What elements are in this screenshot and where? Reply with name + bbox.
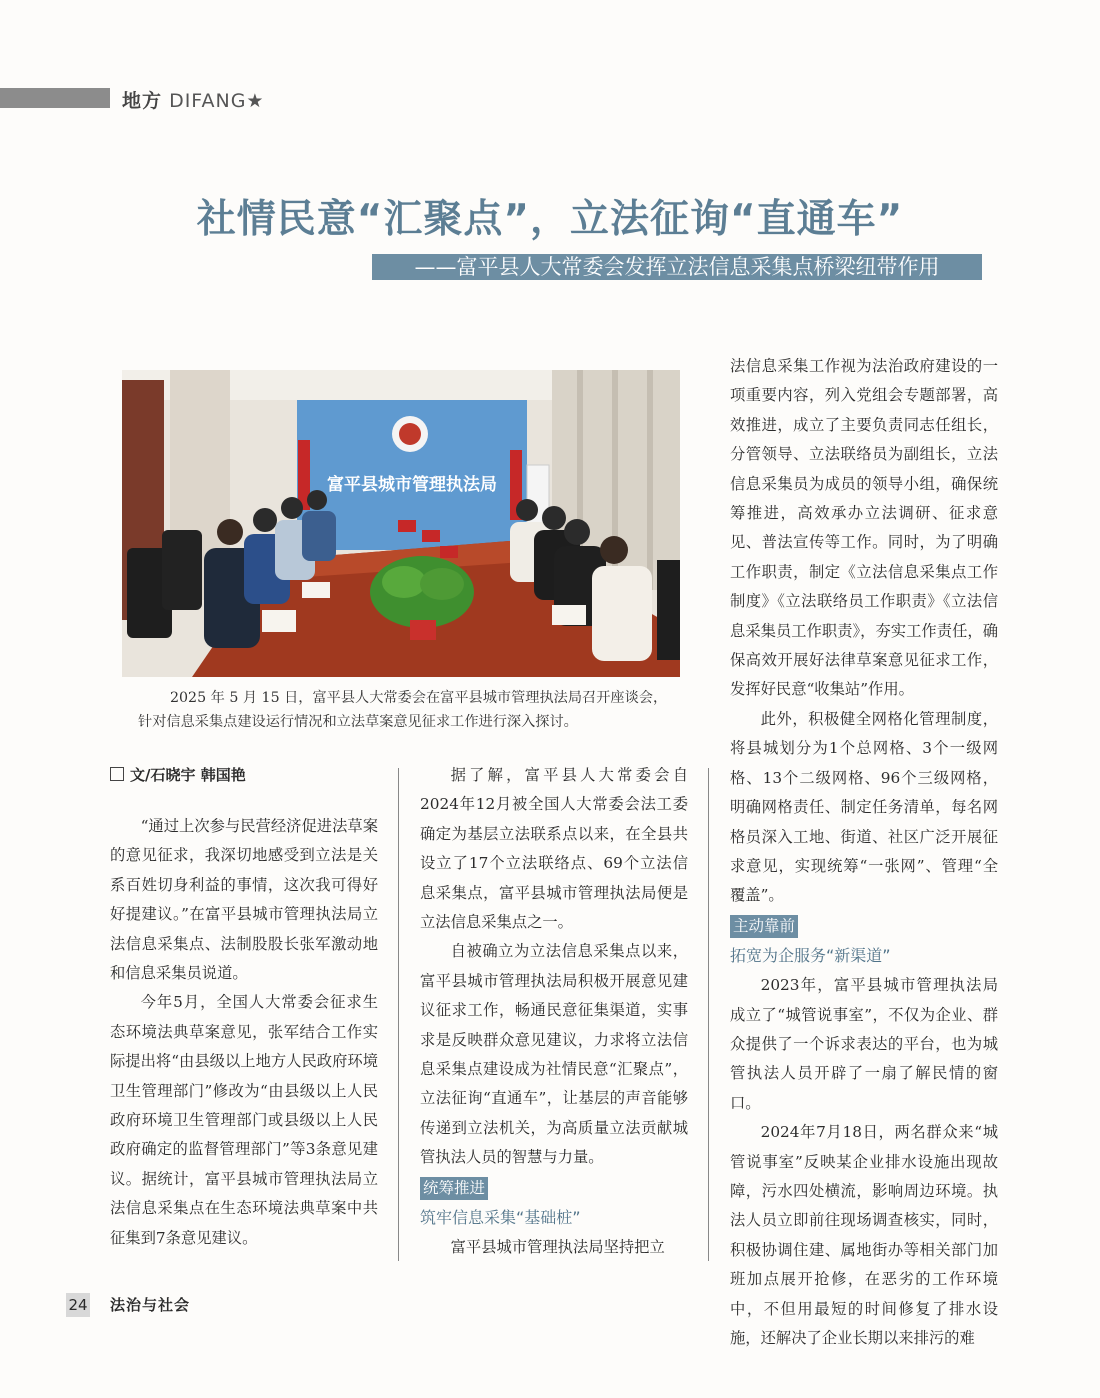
section-label-en: DIFANG★ [169,90,265,112]
col3-heading-primary: 主动靠前 [730,915,798,938]
col3-paragraph: 2023年，富平县城市管理执法局成立了“城管说事室”，不仅为企业、群众提供了一个诉求表达的平台，也为城管执法人员开辟了一扇了解民情的窗口。 [730,976,998,1112]
meeting-photo-illustration [122,370,680,677]
col3-paragraph: 此外，积极健全网格化管理制度，将县城划分为1个总网格、3个一级网格、13个二级网格、96个三级网格，明确网格责任、制定任务清单，每名网格员深入工地、街道、社区广泛开展征求意见，实现统筹“一张网”、管理“全覆盖”。 [730,709,998,905]
column-divider [398,768,399,1261]
section-label [122,86,264,113]
square-bullet-icon [110,767,124,781]
column-2 [420,761,688,1263]
column-divider [708,768,709,1261]
column-3 [730,352,998,1353]
col3-paragraph: 法信息采集工作视为法治政府建设的一项重要内容，列入党组会专题部署，高效推进，成立了主要负责同志任组长，分管领导、立法联络员为副组长，立法信息采集员为成员的领导小组，确保统筹推进，高效承办立法调研、征求意见、普法宣传等工作。同时，为了明确工作职责，制定《立法信息采集点工作制度》《立法联络员工作职责》《立法信息采集员工作职责》，夯实工作责任，确保高效开展好法律草案意见征求工作，发挥好民意“收集站”作用。 [730,357,998,699]
author-text: 文/石晓宇 韩国艳 [130,766,246,784]
meeting-photo [122,370,680,677]
column-1 [110,812,378,1253]
col2-paragraph: 自被确立为立法信息采集点以来，富平县城市管理执法局积极开展意见建议征求工作，畅通民意征集渠道，实事求是反映群众意见建议，力求将立法信息采集点建设成为社情民意“汇聚点”，立法征询“直通车”，让基层的声音能够传递到立法机关，为高质量立法贡献城管执法人员的智慧与力量。 [420,942,688,1167]
col3-heading-secondary: 拓宽为企服务“新渠道” [730,946,891,966]
caption-line-2: 针对信息采集点建设运行情况和立法草案意见征求工作进行深入探讨。 [138,714,578,730]
col3-paragraph: 2024年7月18日，两名群众来“城管说事室”反映某企业排水设施出现故障，污水四处横流，影响周边环境。执法人员立即前往现场调查核实，同时，积极协调住建、属地街办等相关部门加班加点展开抢修，在恶劣的工作环境中，不但用最短的时间修复了排水设施，还解决了企业长期以来排污的难 [730,1123,998,1347]
photo-caption [122,686,692,734]
col1-paragraph: “通过上次参与民营经济促进法草案的意见征求，我深切地感受到立法是关系百姓切身利益的事情，这次我可得好好提建议。”在富平县城市管理执法局立法信息采集点、法制股股长张军激动地和信息采集员说道。 [110,817,378,983]
col1-paragraph: 今年5月，全国人大常委会征求生态环境法典草案意见，张军结合工作实际提出将“由县级以上地方人民政府环境卫生管理部门”修改为“由县级以上人民政府环境卫生管理部门或县级以上人民政府确定的监督管理部门”等3条意见建议。据统计，富平县城市管理执法局立法信息采集点在生态环境法典草案中共征集到7条意见建议。 [110,993,378,1247]
col2-paragraph-tail: 富平县城市管理执法局坚持把立 [450,1238,665,1257]
caption-line-1: 2025 年 5 月 15 日，富平县人大常委会在富平县城市管理执法局召开座谈会， [170,690,668,706]
col2-paragraph: 据了解，富平县人大常委会自2024年12月被全国人大常委会法工委确定为基层立法联系点以来，在全县共设立了17个立法联络点、69个立法信息采集点，富平县城市管理执法局便是立法信息采集点之一。 [420,766,688,932]
page-number: 24 [66,1293,90,1317]
article-title: 社情民意“汇聚点”，立法征询“直通车” [196,197,904,242]
section-label-cn: 地方 [122,90,163,112]
magazine-name: 法治与社会 [110,1296,191,1314]
section-bar [0,88,110,108]
col2-heading-primary: 统筹推进 [420,1177,488,1200]
col2-heading-secondary: 筑牢信息采集“基础桩” [420,1208,581,1228]
photo-sign-text: 富平县城市管理执法局 [327,475,497,495]
author-line [110,764,246,785]
article-subtitle: ——富平县人大常委会发挥立法信息采集点桥梁纽带作用 [372,254,982,280]
